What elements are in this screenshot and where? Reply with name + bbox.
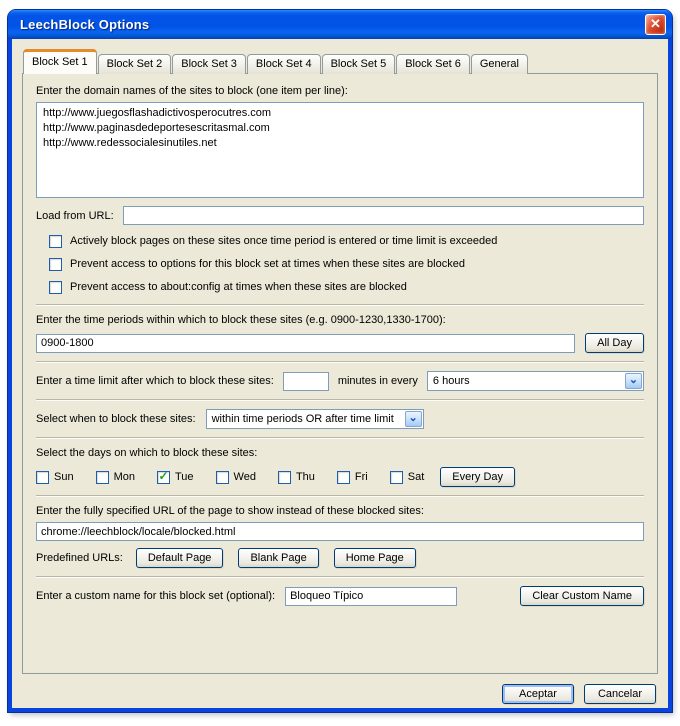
day-fri-label: Fri [354, 471, 368, 483]
blocked-page-input[interactable] [36, 522, 644, 541]
days-label: Select the days on which to block these sites: [36, 447, 258, 459]
load-url-label: Load from URL: [36, 209, 114, 222]
every-day-button[interactable]: Every Day [440, 467, 515, 487]
day-sun-checkbox[interactable] [36, 471, 49, 484]
blank-page-button[interactable]: Blank Page [238, 548, 318, 568]
time-limit-period-value: 6 hours [432, 375, 470, 387]
separator [36, 304, 644, 306]
chevron-down-icon: ⌄ [405, 411, 422, 427]
active-block-checkbox[interactable] [49, 235, 62, 248]
close-button[interactable] [645, 14, 666, 35]
when-label: Select when to block these sites: [36, 413, 196, 425]
day-mon-label: Mon [113, 471, 135, 483]
prevent-aboutconfig-label: Prevent access to about:config at times when these sites are blocked [70, 281, 407, 293]
tab-block-set-5[interactable]: Block Set 5 [322, 54, 396, 74]
tab-general[interactable]: General [471, 54, 528, 74]
day-sun-label: Sun [54, 471, 74, 483]
default-page-button[interactable]: Default Page [136, 548, 224, 568]
ok-button[interactable]: Aceptar [502, 684, 574, 704]
time-periods-input[interactable] [36, 334, 575, 353]
close-icon: ✕ [650, 16, 661, 31]
dialog-content [12, 39, 668, 708]
separator [36, 361, 644, 363]
day-sat-checkbox[interactable] [390, 471, 403, 484]
time-limit-input[interactable] [283, 372, 329, 391]
separator [36, 399, 644, 401]
day-mon-checkbox[interactable] [96, 471, 109, 484]
prevent-aboutconfig-checkbox[interactable] [49, 281, 62, 294]
leechblock-options-window [8, 10, 672, 712]
day-wed-checkbox[interactable] [216, 471, 229, 484]
dialog-footer [12, 674, 668, 708]
minutes-in-every-label: minutes in every [337, 375, 418, 387]
custom-name-input[interactable] [285, 587, 457, 606]
when-select-value: within time periods OR after time limit [211, 413, 394, 425]
domains-textarea[interactable] [36, 102, 644, 198]
separator [36, 576, 644, 578]
all-day-button[interactable]: All Day [585, 333, 644, 353]
home-page-button[interactable]: Home Page [334, 548, 416, 568]
tab-block-set-1[interactable]: Block Set 1 [23, 49, 97, 74]
chevron-down-icon: ⌄ [625, 373, 642, 389]
day-tue-label: Tue [174, 471, 194, 483]
window-title: LeechBlock Options [20, 17, 150, 32]
day-tue-checkbox[interactable]: ✓ [158, 469, 169, 483]
domains-label: Enter the domain names of the sites to block (one item per line): [36, 85, 348, 97]
time-periods-label: Enter the time periods within which to block these sites (e.g. 0900-1230,1330-1700): [36, 314, 446, 326]
day-thu-label: Thu [295, 471, 315, 483]
tab-strip [12, 48, 668, 73]
custom-name-label: Enter a custom name for this block set (optional): [36, 590, 276, 602]
title-bar [8, 10, 672, 39]
when-select[interactable] [206, 409, 424, 429]
prevent-options-label: Prevent access to options for this block set at times when these sites are blocked [70, 258, 465, 270]
active-block-label: Actively block pages on these sites once time period is entered or time limit is exceeded [70, 235, 498, 247]
block-set-panel [22, 73, 658, 674]
blocked-page-label: Enter the fully specified URL of the page to show instead of these blocked sites: [36, 505, 424, 517]
separator [36, 437, 644, 439]
day-fri-checkbox[interactable] [337, 471, 350, 484]
tab-block-set-6[interactable]: Block Set 6 [396, 54, 470, 74]
day-thu-checkbox[interactable] [278, 471, 291, 484]
tab-block-set-4[interactable]: Block Set 4 [247, 54, 321, 74]
day-sat-label: Sat [407, 471, 425, 483]
time-limit-label: Enter a time limit after which to block these sites: [36, 375, 274, 387]
time-limit-period-select[interactable] [427, 371, 644, 391]
tab-block-set-2[interactable]: Block Set 2 [98, 54, 172, 74]
day-wed-label: Wed [233, 471, 256, 483]
load-url-input[interactable] [123, 206, 644, 225]
tab-block-set-3[interactable]: Block Set 3 [172, 54, 246, 74]
predefined-urls-label: Predefined URLs: [36, 552, 123, 564]
separator [36, 495, 644, 497]
clear-custom-name-button[interactable]: Clear Custom Name [520, 586, 644, 606]
prevent-options-checkbox[interactable] [49, 258, 62, 271]
cancel-button[interactable]: Cancelar [584, 684, 656, 704]
